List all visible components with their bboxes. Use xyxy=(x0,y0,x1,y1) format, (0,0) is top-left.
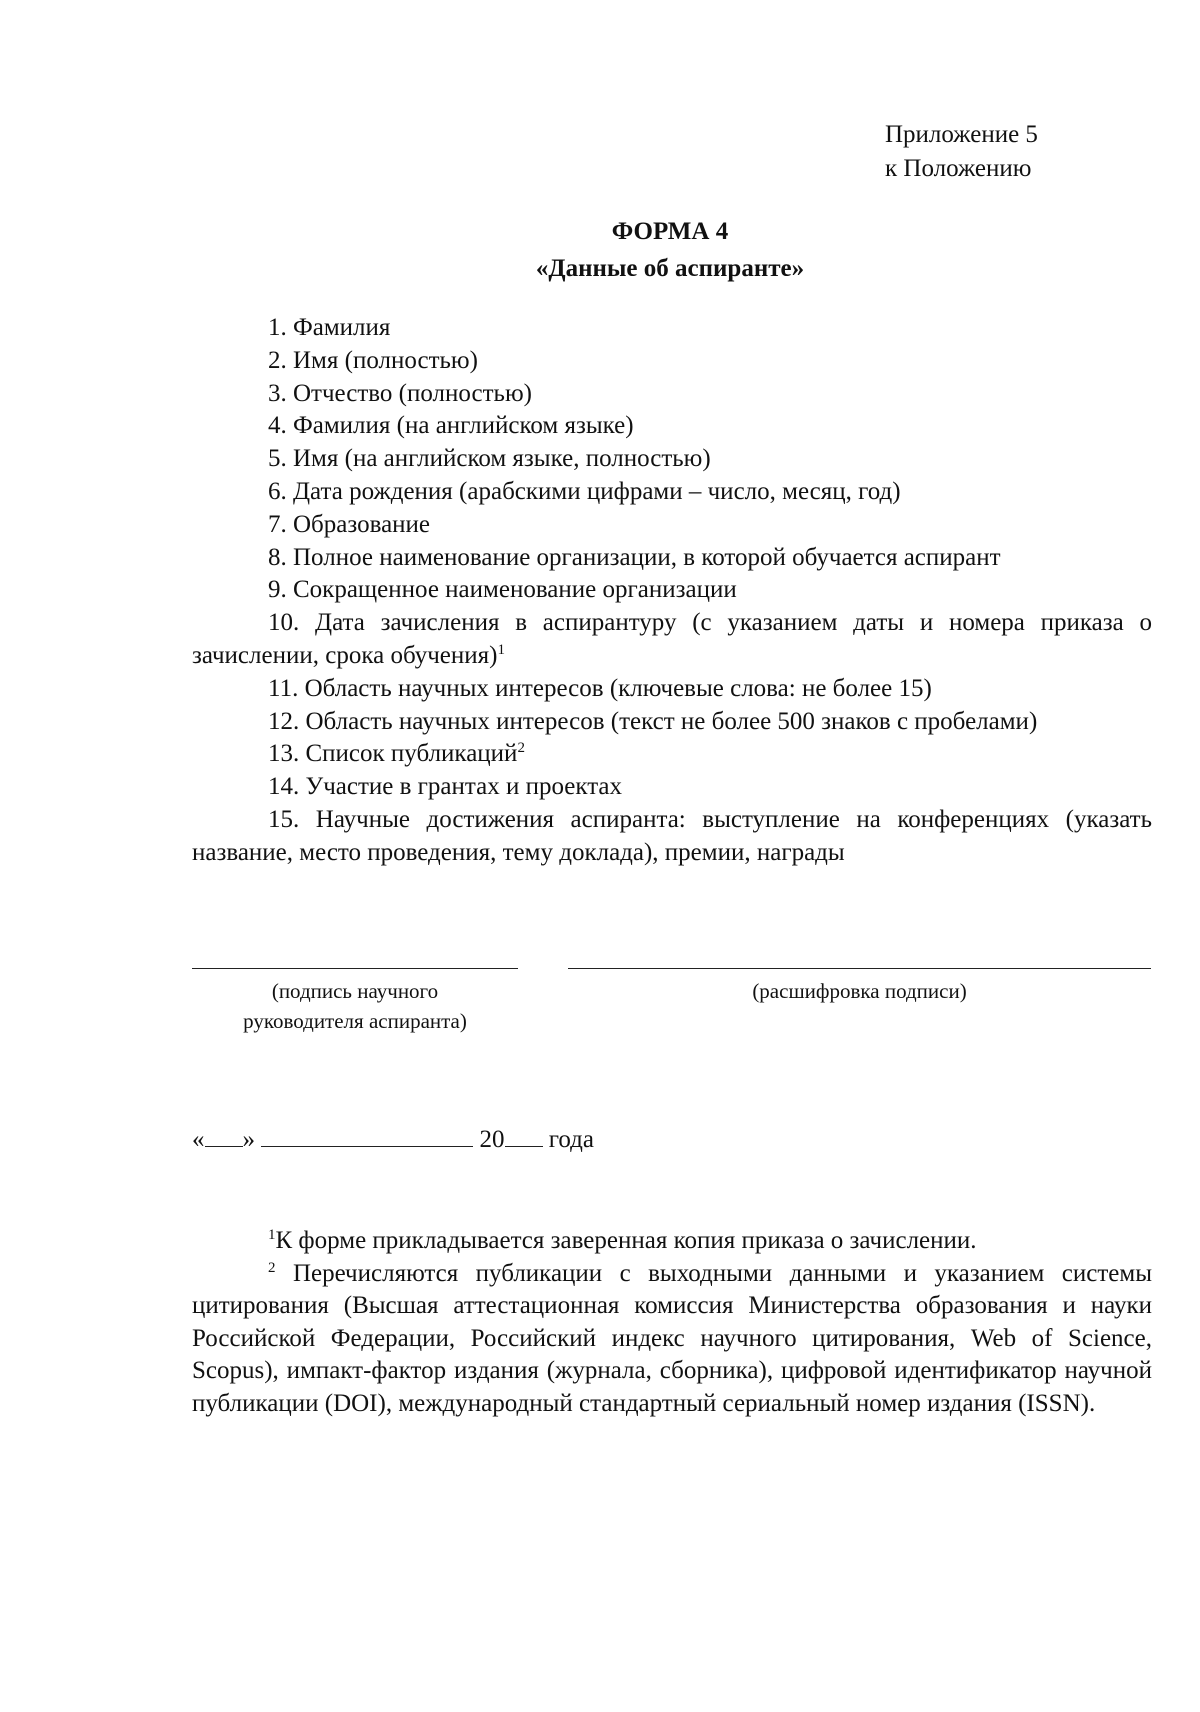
item-text: Имя (полностью) xyxy=(293,346,478,374)
item-number: 15. xyxy=(268,805,300,833)
item-text: Область научных интересов (текст не более 500 знаков с пробелами) xyxy=(305,707,1038,735)
item-number: 13. xyxy=(268,740,300,768)
footnote-ref: 1 xyxy=(497,641,505,658)
signature-caption xyxy=(192,976,518,1036)
list-item xyxy=(192,804,1152,870)
signature-line xyxy=(192,968,518,969)
item-text: Образование xyxy=(293,510,431,538)
item-text: Сокращенное наименование организации xyxy=(293,576,737,604)
appendix-line-2: к Положению xyxy=(885,155,1032,182)
footnote xyxy=(192,1258,1152,1421)
form-subtitle: «Данные об аспиранте» xyxy=(535,255,805,282)
footnote xyxy=(192,1225,1152,1258)
form-items-list xyxy=(192,312,1152,870)
item-text: Дата зачисления в аспирантуру (с указанием даты и номера приказа о зачислении, срока обучения) xyxy=(192,609,1152,669)
item-text: Дата рождения (арабскими цифрами – число, месяц, год) xyxy=(293,477,901,505)
list-item xyxy=(192,574,1152,607)
month-blank xyxy=(261,1124,473,1147)
list-item xyxy=(192,345,1152,378)
appendix-header xyxy=(885,118,1038,186)
item-text: Научные достижения аспиранта: выступление на конференциях (указать название, место проведения, тему доклада), премии, награды xyxy=(192,805,1152,866)
item-text: Фамилия xyxy=(293,314,391,341)
date-open-quote: « xyxy=(192,1126,205,1153)
list-item xyxy=(192,378,1152,411)
item-number: 5. xyxy=(268,445,287,473)
appendix-line-1: Приложение 5 xyxy=(885,121,1038,148)
footnotes xyxy=(192,1225,1152,1421)
list-item xyxy=(192,443,1152,476)
day-blank xyxy=(205,1124,243,1147)
list-item xyxy=(192,738,1152,771)
signature-transcript-line xyxy=(568,968,1151,969)
form-title-block xyxy=(0,213,1200,287)
item-number: 9. xyxy=(268,576,287,604)
item-text: Список публикаций xyxy=(305,740,518,768)
list-item xyxy=(192,509,1152,542)
list-item xyxy=(192,607,1152,673)
item-number: 12. xyxy=(268,707,300,735)
footnote-ref: 2 xyxy=(517,740,525,757)
item-number: 14. xyxy=(268,773,300,801)
list-item xyxy=(192,542,1152,575)
year-blank xyxy=(505,1124,543,1147)
signature-caption-line-1: (подпись научного xyxy=(271,979,439,1003)
footnote-mark: 2 xyxy=(268,1259,276,1276)
item-number: 6. xyxy=(268,477,287,505)
list-item xyxy=(192,706,1152,739)
footnote-mark: 1 xyxy=(268,1227,276,1243)
signature-caption-line-2: руководителя аспиранта) xyxy=(243,1009,467,1033)
item-number: 4. xyxy=(268,412,287,440)
item-text: Полное наименование организации, в которой обучается аспирант xyxy=(293,543,1001,571)
item-text: Имя (на английском языке, полностью) xyxy=(293,445,711,473)
form-title: ФОРМА 4 xyxy=(611,218,729,245)
list-item xyxy=(192,673,1152,706)
list-item xyxy=(192,476,1152,509)
list-item xyxy=(192,410,1152,443)
date-line xyxy=(192,1124,594,1156)
item-number: 2. xyxy=(268,346,287,374)
list-item xyxy=(192,312,1152,345)
year-suffix: года xyxy=(548,1126,594,1153)
item-text: Область научных интересов (ключевые слова: не более 15) xyxy=(304,674,932,702)
item-number: 1. xyxy=(268,314,287,341)
item-text: Участие в грантах и проектах xyxy=(305,773,623,801)
signature-transcript-caption: (расшифровка подписи) xyxy=(752,979,967,1003)
item-number: 11. xyxy=(268,674,299,702)
item-number: 3. xyxy=(268,379,287,407)
list-item xyxy=(192,771,1152,804)
footnote-text: Перечисляются публикации с выходными данными и указанием системы цитирования (Высшая аттестационная комиссия Министерства образования и науки Российской Федерации, Российский индекс научного цитирования, Web of Science, Scopus), импакт-фактор издания (журнала, сборника), цифровой идентификатор научной публикации (DOI), международный стандартный сериальный номер издания (ISSN). xyxy=(192,1259,1153,1417)
year-prefix: 20 xyxy=(479,1126,505,1153)
footnote-text: К форме прикладывается заверенная копия приказа о зачислении. xyxy=(275,1227,977,1254)
item-number: 10. xyxy=(268,609,300,637)
item-number: 7. xyxy=(268,510,287,538)
item-number: 8. xyxy=(268,543,287,571)
item-text: Отчество (полностью) xyxy=(293,379,532,407)
date-close-quote: » xyxy=(242,1126,255,1153)
item-text: Фамилия (на английском языке) xyxy=(293,412,634,440)
